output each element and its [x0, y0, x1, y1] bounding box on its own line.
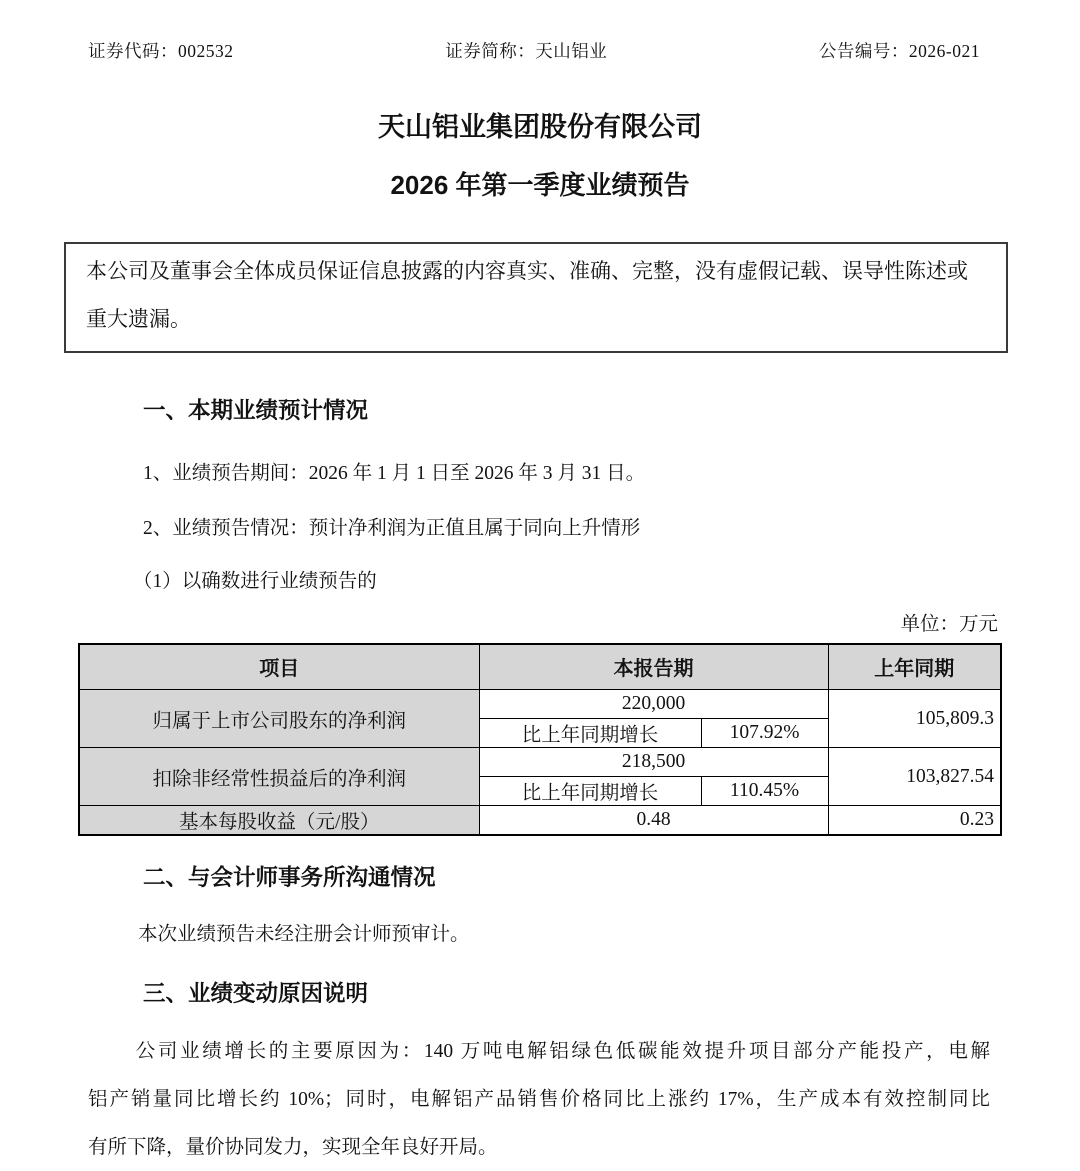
- net-profit-growth-label: 比上年同期增长: [479, 719, 701, 748]
- paragraph-line: 铝产销量同比增长约 10%；同时，电解铝产品销售价格同比上涨约 17%，生产成本有效控制同比: [88, 1088, 990, 1110]
- section-1-heading: 一、本期业绩预计情况: [143, 397, 369, 423]
- forecast-situation-item: 2、业绩预告情况：预计净利润为正值且属于同向上升情形: [143, 517, 641, 539]
- deducted-profit-prior-value: 103,827.54: [828, 748, 1001, 806]
- table-row: [79, 806, 1001, 836]
- paragraph-line: 公司业绩增长的主要原因为：140 万吨电解铝绿色低碳能效提升项目部分产能投产，电解: [135, 1041, 990, 1063]
- paragraph-line: 有所下降，量价协同发力，实现全年良好开局。: [88, 1136, 498, 1158]
- report-title: 2026 年第一季度业绩预告: [390, 170, 690, 200]
- disclaimer-line-1: 本公司及董事会全体成员保证信息披露的内容真实、准确、完整，没有虚假记载、误导性陈述或: [86, 259, 968, 283]
- table-row: [79, 748, 1001, 777]
- net-profit-current-value: 220,000: [479, 690, 828, 719]
- announcement-number: 公告编号：2026-021: [818, 41, 980, 61]
- performance-table: [78, 643, 1002, 837]
- section-2-body: 本次业绩预告未经注册会计师预审计。: [138, 924, 470, 946]
- row-eps-label: 基本每股收益（元/股）: [79, 806, 479, 836]
- col-header-item: 项目: [79, 644, 479, 690]
- eps-prior-value: 0.23: [828, 806, 1001, 836]
- forecast-method-item: （1）以确数进行业绩预告的: [133, 570, 377, 592]
- section-2-heading: 二、与会计师事务所沟通情况: [143, 865, 436, 891]
- row-deducted-profit-label: 扣除非经常性损益后的净利润: [79, 748, 479, 806]
- disclaimer-line-2: 重大遗漏。: [86, 307, 191, 332]
- company-title: 天山铝业集团股份有限公司: [378, 112, 702, 142]
- forecast-period-item: 1、业绩预告期间：2026 年 1 月 1 日至 2026 年 3 月 31 日。: [143, 462, 646, 484]
- unit-note: 单位：万元: [900, 613, 998, 635]
- section-3-heading: 三、业绩变动原因说明: [143, 981, 369, 1007]
- deducted-profit-growth-value: 110.45%: [701, 777, 828, 806]
- eps-current-value: 0.48: [479, 806, 828, 836]
- col-header-prior-period: 上年同期: [828, 644, 1001, 690]
- disclaimer-box: [64, 242, 1008, 353]
- stock-code: 证券代码：002532: [88, 41, 234, 61]
- row-net-profit-label: 归属于上市公司股东的净利润: [79, 690, 479, 748]
- net-profit-growth-value: 107.92%: [701, 719, 828, 748]
- deducted-profit-growth-label: 比上年同期增长: [479, 777, 701, 806]
- table-header-row: [79, 644, 1001, 690]
- stock-short-name: 证券简称：天山铝业: [445, 41, 608, 61]
- net-profit-prior-value: 105,809.3: [828, 690, 1001, 748]
- table-row: [79, 690, 1001, 719]
- document-meta-row: [0, 0, 1080, 63]
- section-3-paragraph: [88, 1028, 990, 1171]
- deducted-profit-current-value: 218,500: [479, 748, 828, 777]
- col-header-current-period: 本报告期: [479, 644, 828, 690]
